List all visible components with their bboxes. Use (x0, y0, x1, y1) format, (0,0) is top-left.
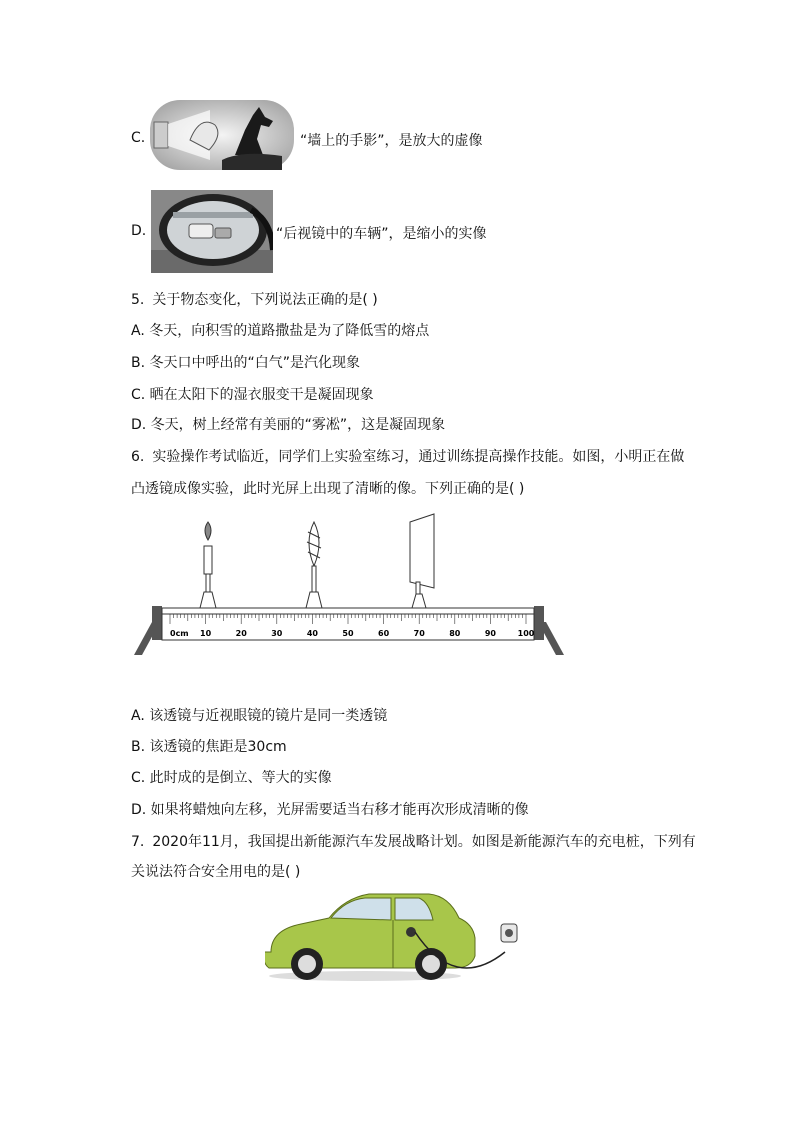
option-c-caption: “墙上的手影”，是放大的虚像 (300, 133, 483, 149)
q5-option-d: D. 冬天，树上经常有美丽的“雾凇”，这是凝固现象 (131, 417, 446, 433)
light-screen (410, 514, 434, 608)
candle (200, 522, 216, 608)
rear-mirror-image (151, 190, 273, 273)
question-text: 关于物态变化，下列说法正确的是( ) (152, 292, 378, 308)
option-d-label: D. (131, 223, 147, 239)
ruler-tick-label: 100 (517, 629, 535, 638)
ruler-tick-label: 20 (235, 629, 247, 638)
ruler-tick-label: 0cm (170, 629, 189, 638)
question-5-stem (131, 290, 378, 310)
question-text: 实验操作考试临近，同学们上实验室练习，通过训练提高操作技能。如图，小明正在做 (152, 449, 685, 465)
option-d-caption: “后视镜中的车辆”，是缩小的实像 (276, 226, 487, 242)
ruler-tick-label: 50 (342, 629, 354, 638)
convex-lens (306, 522, 322, 608)
question-6-stem-line2: 凸透镜成像实验，此时光屏上出现了清晰的像。下列正确的是( ) (131, 481, 525, 497)
hand-shadow-image (150, 100, 294, 170)
ruler-tick-label: 70 (413, 629, 425, 638)
question-7-stem-line2: 关说法符合安全用电的是( ) (131, 864, 301, 880)
ruler-tick-label: 90 (484, 629, 496, 638)
ruler-tick-label: 60 (378, 629, 390, 638)
ruler-tick-label: 30 (271, 629, 283, 638)
question-7-stem-line1 (131, 832, 696, 852)
question-text: 2020年11月，我国提出新能源汽车发展战略计划。如图是新能源汽车的充电桩，下列有 (152, 834, 696, 850)
q6-option-c: C. 此时成的是倒立、等大的实像 (131, 770, 332, 786)
q5-option-c: C. 晒在太阳下的湿衣服变干是凝固现象 (131, 387, 374, 403)
q6-option-a: A. 该透镜与近视眼镜的镜片是同一类透镜 (131, 708, 388, 724)
ruler-tick-label: 10 (200, 629, 212, 638)
q6-option-d: D. 如果将蜡烛向左移，光屏需要适当右移才能再次形成清晰的像 (131, 802, 529, 818)
ruler-tick-label: 40 (306, 629, 318, 638)
option-c-label: C. (131, 130, 146, 146)
ruler-tick-label: 80 (449, 629, 461, 638)
q5-option-b: B. 冬天口中呼出的“白气”是汽化现象 (131, 355, 361, 371)
question-number: 5. (131, 292, 145, 308)
question-6-stem-line1 (131, 447, 684, 467)
question-number: 6. (131, 449, 145, 465)
optical-bench-diagram (130, 510, 570, 660)
question-number: 7. (131, 834, 145, 850)
q6-option-b: B. 该透镜的焦距是30cm (131, 739, 287, 755)
charging-car-image (265, 890, 525, 982)
q5-option-a: A. 冬天，向积雪的道路撒盐是为了降低雪的熔点 (131, 323, 430, 339)
